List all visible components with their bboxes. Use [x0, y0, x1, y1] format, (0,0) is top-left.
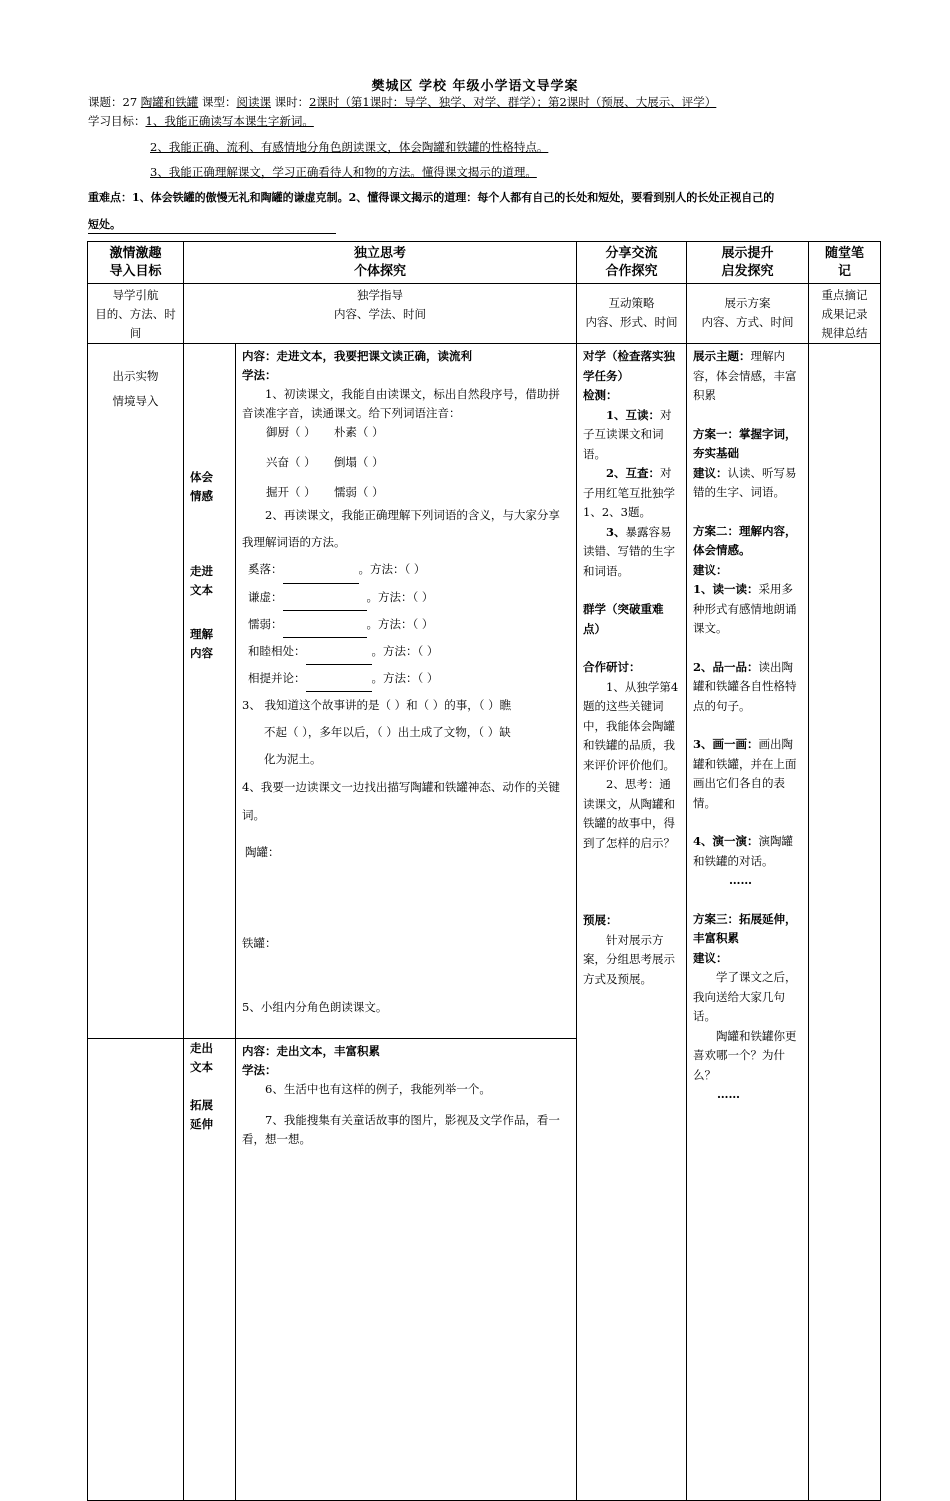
question-7: 7、我能搜集有关童话故事的图片，影视及文学作品，看一看，想一想。: [242, 1113, 560, 1146]
question-4: 4、我要一边读课文一边找出描写陶罐和铁罐神态、动作的关键词。: [242, 780, 560, 822]
coop-item-3: 3、暴露容易读错、写错的生字和词语。: [583, 524, 676, 578]
question-3a: 3、 我知道这个故事讲的是（ ）和（ ）的事，（ ）瞧: [242, 698, 512, 712]
lesson-label: 课题：27: [88, 95, 141, 109]
show-step-6: 陶罐和铁罐你更喜欢哪一个？为什么？: [693, 1028, 797, 1082]
pinyin-row-3: 掘开（ ） 懦弱（ ）: [266, 485, 384, 499]
show-step-5: 学了课文之后，我向送给大家几句话。: [693, 970, 797, 1023]
intro-cell-2: [88, 1039, 184, 1501]
coop-discuss-1: 1、从独学第4题的这些关键词中，我能体会陶罐和铁罐的品质，我来评价评价他们。: [583, 679, 679, 772]
sub-independent: 独学指导 内容、学法、时间: [184, 284, 577, 344]
show-suggest-3: 建议：: [693, 950, 728, 965]
type-label: 课型：: [198, 95, 237, 109]
key-points-line-2: [88, 217, 888, 234]
coop-group-title: 群学（突破重难点）: [583, 602, 664, 636]
header-row: [88, 242, 881, 284]
show-theme: 展示主题：理解内容，体会情感，丰富积累: [693, 349, 797, 402]
coop-item-1: 1、互读：对子互读课文和词语。: [583, 407, 672, 461]
coop-check-title: 检测：: [583, 388, 618, 402]
header-share: 分享交流 合作探究: [577, 242, 687, 284]
header-independent: 独立思考 个体探究: [184, 242, 577, 284]
type-value: 阅读课: [236, 95, 271, 109]
coop-preview-text: 针对展示方案，分组思考展示方式及预展。: [583, 932, 676, 986]
question-6: 6、生活中也有这样的例子，我能列举一个。: [265, 1082, 491, 1096]
sub-notes: 重点摘记 成果记录 规律总结: [809, 284, 881, 344]
key-points-line: [88, 190, 888, 206]
vocab-4: 和睦相处： 。方法：（ ）: [242, 638, 570, 665]
header-notes: 随堂笔 记: [809, 242, 881, 284]
show-plan-2: 方案二：理解内容，体会情感。: [693, 523, 797, 557]
lesson-name: 陶罐和铁罐: [140, 95, 199, 109]
coop-cell: [577, 344, 687, 1501]
vocab-2: 谦虚： 。方法：（ ）: [242, 584, 570, 611]
pot-label: 陶罐：: [245, 845, 280, 859]
header-show: 展示提升 启发探究: [687, 242, 809, 284]
notes-cell: [809, 344, 881, 1501]
iron-label: 铁罐：: [242, 936, 277, 950]
key-label: 重难点：: [88, 191, 132, 204]
study-content: 内容：走进文本，我要把课文读正确，读流利: [242, 349, 472, 363]
question-1: 1、初读课文，我能自由读课文，标出自然段序号，借助拼音读准字音，读通课文。给下列词语注音：: [242, 387, 560, 420]
coop-pair-title: 对学（检查落实独学任务）: [583, 349, 676, 383]
goal-2: 2、我能正确、流利、有感情地分角色朗读课文，体会陶罐和铁罐的性格特点。: [150, 140, 549, 154]
goal-1: 1、我能正确读写本课生字新词。: [145, 114, 314, 128]
sub-intro: 导学引航 目的、方法、时 间: [88, 284, 184, 344]
show-ellipsis-2: ……: [717, 1087, 741, 1101]
page-title: 樊城区 学校 年级小学语文导学案: [371, 79, 579, 94]
key-text: 1、体会铁罐的傲慢无礼和陶罐的谦虚克制。2、懂得课文揭示的道理：每个人都有自己的长处和短处，要看到别人的长处正视自己的: [132, 191, 775, 204]
goal-line-3: [150, 164, 950, 180]
show-suggest-2: 建议：: [693, 562, 728, 577]
coop-preview-title: 预展：: [583, 913, 618, 927]
question-3c: 化为泥土。: [264, 752, 322, 766]
hours-value: 2课时（第1课时：导学、独学、对学、群学）；第2课时（预展、大展示、评学）: [309, 95, 717, 109]
question-3b: 不起（ ），多年以后，（ ）出土成了文物，（ ）缺: [264, 725, 511, 739]
goal-line-1: [88, 113, 888, 129]
extend-method: 学法：: [242, 1063, 277, 1077]
goal-line-2: [150, 139, 950, 155]
side-label-cell-2: 走出 文本 拓展 延伸: [184, 1039, 236, 1501]
show-step-3: 3、画一画：画出陶罐和铁罐，并在上面画出它们各自的表情。: [693, 737, 797, 810]
show-step-4: 4、演一演：演陶罐和铁罐的对话。: [693, 834, 794, 868]
vocab-5: 相提并论： 。方法：（ ）: [242, 665, 570, 692]
intro-cell: 出示实物 情境导入: [88, 344, 184, 1039]
show-ellipsis-1: ……: [729, 873, 753, 887]
question-5: 5、小组内分角色朗读课文。: [242, 1000, 388, 1014]
sub-show: 展示方案 内容、方式、时间: [687, 284, 809, 344]
pinyin-row-1: 御厨（ ） 朴素（ ）: [266, 425, 384, 439]
coop-discuss-title: 合作研讨：: [583, 660, 641, 674]
study-method: 学法：: [242, 368, 277, 382]
show-cell: [687, 344, 809, 1501]
header-intro: 激情激趣 导入目标: [88, 242, 184, 284]
study-cell: [236, 344, 577, 1039]
key-text-2: 短处。: [88, 217, 336, 234]
goal-3: 3、我能正确理解课文，学习正确看待人和物的方法。懂得课文揭示的道理。: [150, 165, 537, 179]
pinyin-row-2: 兴奋（ ） 倒塌（ ）: [266, 455, 384, 469]
coop-discuss-2: 2、思考：通读课文，从陶罐和铁罐的故事中，得到了怎样的启示？: [583, 777, 676, 850]
show-plan-3: 方案三：拓展延伸，丰富积累: [693, 911, 797, 945]
body-row-1: [88, 344, 881, 1039]
extend-content: 内容：走出文本，丰富积累: [242, 1044, 380, 1058]
coop-item-2: 2、互查：对子用红笔互批独学1、2、3题。: [583, 466, 676, 519]
question-2: 2、再读课文，我能正确理解下列词语的含义，与大家分享我理解词语的方法。: [242, 508, 560, 549]
show-plan-1: 方案一：掌握字词，夯实基础: [693, 426, 797, 460]
lesson-table: [87, 241, 881, 1501]
hours-label: 课时：: [270, 95, 310, 109]
subheader-row: [88, 284, 881, 344]
show-step-2: 2、品一品：读出陶罐和铁罐各自性格特点的句子。: [693, 659, 797, 713]
sub-share: 互动策略 内容、形式、时间: [577, 284, 687, 344]
show-suggest-1: 建议：认读、听写易错的生字、词语。: [693, 465, 797, 499]
vocab-1: 奚落： 。方法：（ ）: [242, 556, 570, 584]
side-label-cell: 体会 情感 走进 文本 理解 内容: [184, 344, 236, 1039]
lesson-info-line: [88, 94, 888, 110]
show-step-1: 1、读一读：采用多种形式有感情地朗诵课文。: [693, 582, 797, 635]
vocab-3: 懦弱： 。方法：（ ）: [242, 611, 570, 638]
extend-cell: [236, 1039, 577, 1501]
goals-label: 学习目标：: [88, 114, 146, 128]
